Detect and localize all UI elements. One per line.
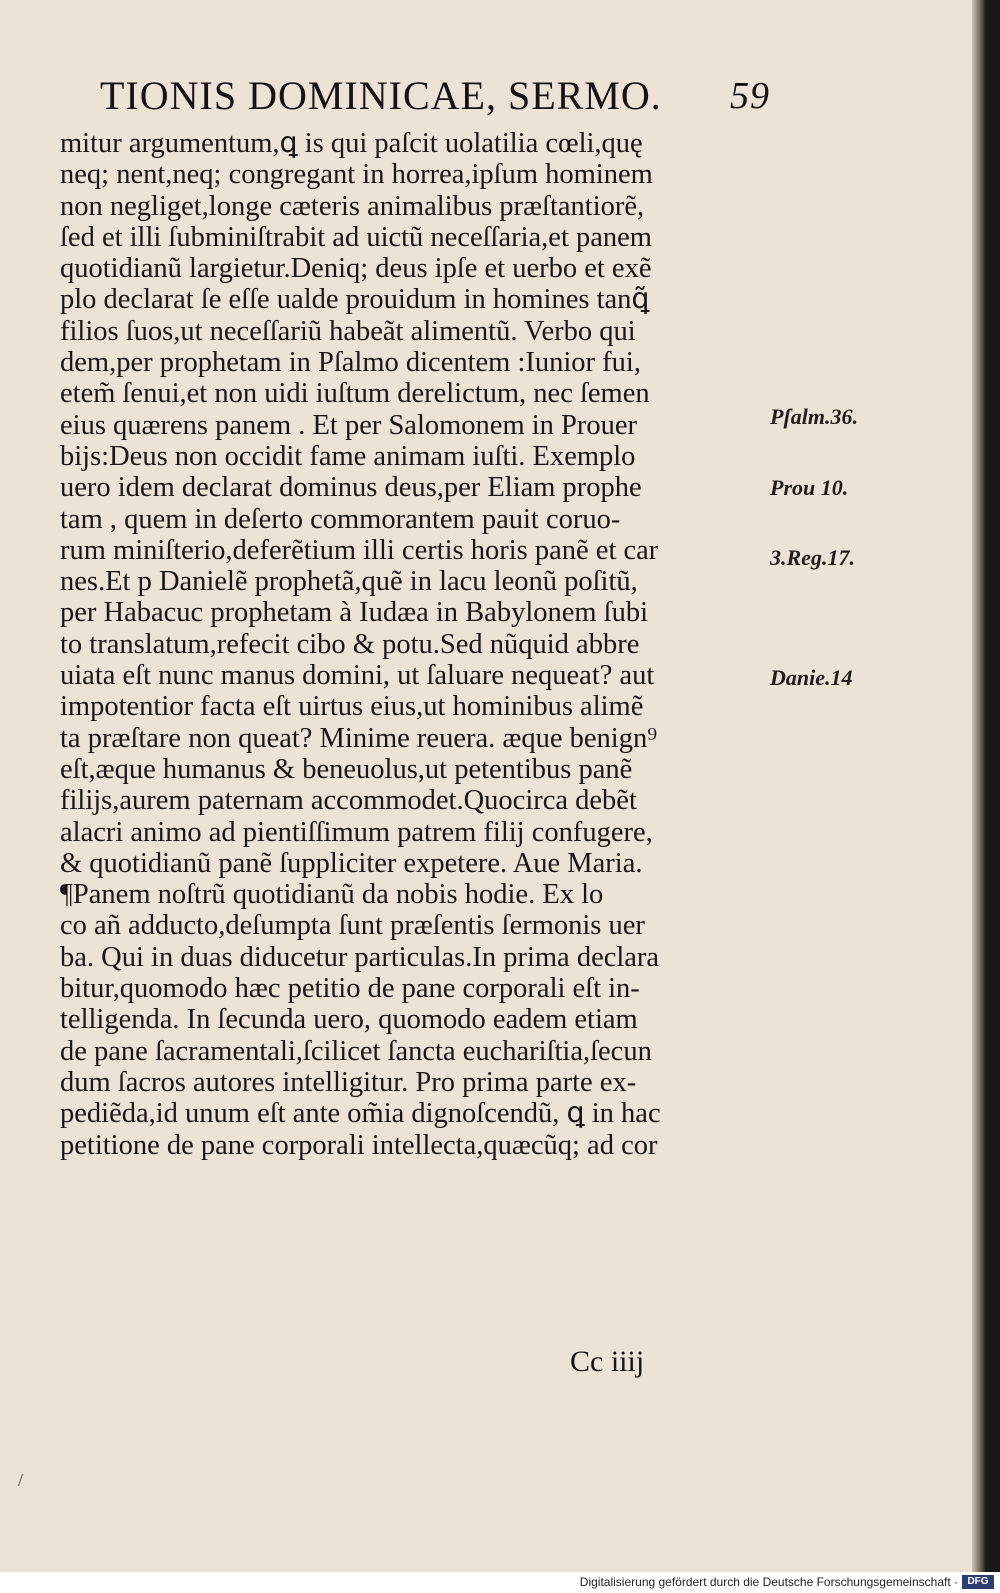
text-line: & quotidianũ panẽ ſuppliciter expetere. Aue Maria. xyxy=(60,847,643,879)
dfg-logo: DFG xyxy=(962,1575,994,1589)
text-line: filijs,aurem paternam accommodet.Quocirca debẽt xyxy=(60,785,637,817)
text-line: bijs:Deus non occidit fame animam iuſti. Exemplo xyxy=(60,440,636,472)
text-line: dem,per prophetam in Pſalmo dicentem :Iunior fui, xyxy=(60,347,641,379)
text-line: eſt,æque humanus & beneuolus,ut petentibus panẽ xyxy=(60,753,633,785)
text-line: impotentior facta eſt uirtus eius,ut hominibus alimẽ xyxy=(60,691,644,723)
text-line: filios ſuos,ut neceſſariũ habeãt alimentũ. Verbo qui xyxy=(60,315,636,347)
text-line: neq; nent,neq; congregant in horrea,ipſum hominem xyxy=(60,159,653,191)
text-line: telligenda. In ſecunda uero, quomodo eadem etiam xyxy=(60,1004,638,1036)
page-edge-shadow xyxy=(972,0,986,1572)
margin-note-prouerbs: Prou 10. xyxy=(770,475,849,500)
text-line: non negliget,longe cæteris animalibus præſtantiorẽ, xyxy=(60,190,645,222)
margin-note-kings: 3.Reg.17. xyxy=(770,545,855,570)
text-line: mitur argumentum,ꝗ is qui paſcit uolatilia cœli,quę xyxy=(60,128,643,159)
text-line: ſed et illi ſubminiſtrabit ad uictũ neceſſaria,et panem xyxy=(60,221,652,253)
text-line: petitione de pane corporali intellecta,quæcũq; ad cor xyxy=(60,1129,658,1161)
text-line: uiata eſt nunc manus domini, ut ſaluare nequeat? aut xyxy=(60,660,655,692)
text-line: bitur,quomodo hæc petitio de pane corporali eſt in- xyxy=(60,973,640,1005)
text-line: de pane ſacramentali,ſcilicet ſancta euchariſtia,ſecun xyxy=(60,1035,652,1067)
text-line: ba. Qui in duas diducetur particulas.In prima declara xyxy=(60,941,660,973)
text-line: rum miniſterio,deferẽtium illi certis horis panẽ et car xyxy=(60,534,659,566)
text-line: dum ſacros autores intelligitur. Pro prima parte ex- xyxy=(60,1066,637,1098)
running-title: TIONIS DOMINICAE, SERMO. xyxy=(100,73,662,118)
text-line: plo declarat ſe eſſe ualde prouidum in homines tanꝗ̃ xyxy=(60,284,650,316)
text-line: co añ adducto,deſumpta ſunt præſentis ſermonis uer xyxy=(60,910,645,942)
text-line: etem̃ ſenui,et non uidi iuſtum derelictum, nec ſemen xyxy=(60,378,650,410)
folio-number: 59 xyxy=(730,75,770,117)
text-line: uero idem declarat dominus deus,per Eliam prophe xyxy=(60,472,642,504)
margin-note-daniel: Danie.14 xyxy=(770,665,853,690)
text-line: alacri animo ad pientiſſimum patrem filij confugere, xyxy=(60,816,653,848)
text-line: eius quærens panem . Et per Salomonem in Prouer xyxy=(60,409,638,441)
text-line: ta præſtare non queat? Minime reuera. æque benign⁹ xyxy=(60,722,658,754)
digitization-footer xyxy=(0,1572,1000,1593)
text-line: pediẽda,id unum eſt ante om̃ia dignoſcendũ, ꝗ in hac xyxy=(60,1098,661,1130)
text-line: quotidianũ largietur.Deniq; deus ipſe et uerbo et exẽ xyxy=(60,253,652,285)
footer-credit: Digitalisierung gefördert durch die Deutsche Forschungsgemeinschaft · xyxy=(579,1575,958,1589)
body-text xyxy=(60,128,790,1161)
stray-mark: / xyxy=(18,1470,24,1490)
text-line: per Habacuc prophetam à Iudæa in Babylonem ſubi xyxy=(60,597,649,629)
running-header xyxy=(100,72,800,119)
text-line: to translatum,refecit cibo & potu.Sed nũquid abbre xyxy=(60,628,640,660)
text-line: tam , quem in deſerto commorantem pauit coruo- xyxy=(60,503,621,535)
signature-mark: Cc iiij xyxy=(570,1345,645,1378)
margin-note-psalm: Pſalm.36. xyxy=(770,404,858,429)
text-line: ¶Panem noſtrũ quotidianũ da nobis hodie. Ex lo xyxy=(60,879,604,911)
text-line: nes.Et p Danielẽ prophetã,quẽ in lacu leonũ poſitũ, xyxy=(60,566,638,598)
